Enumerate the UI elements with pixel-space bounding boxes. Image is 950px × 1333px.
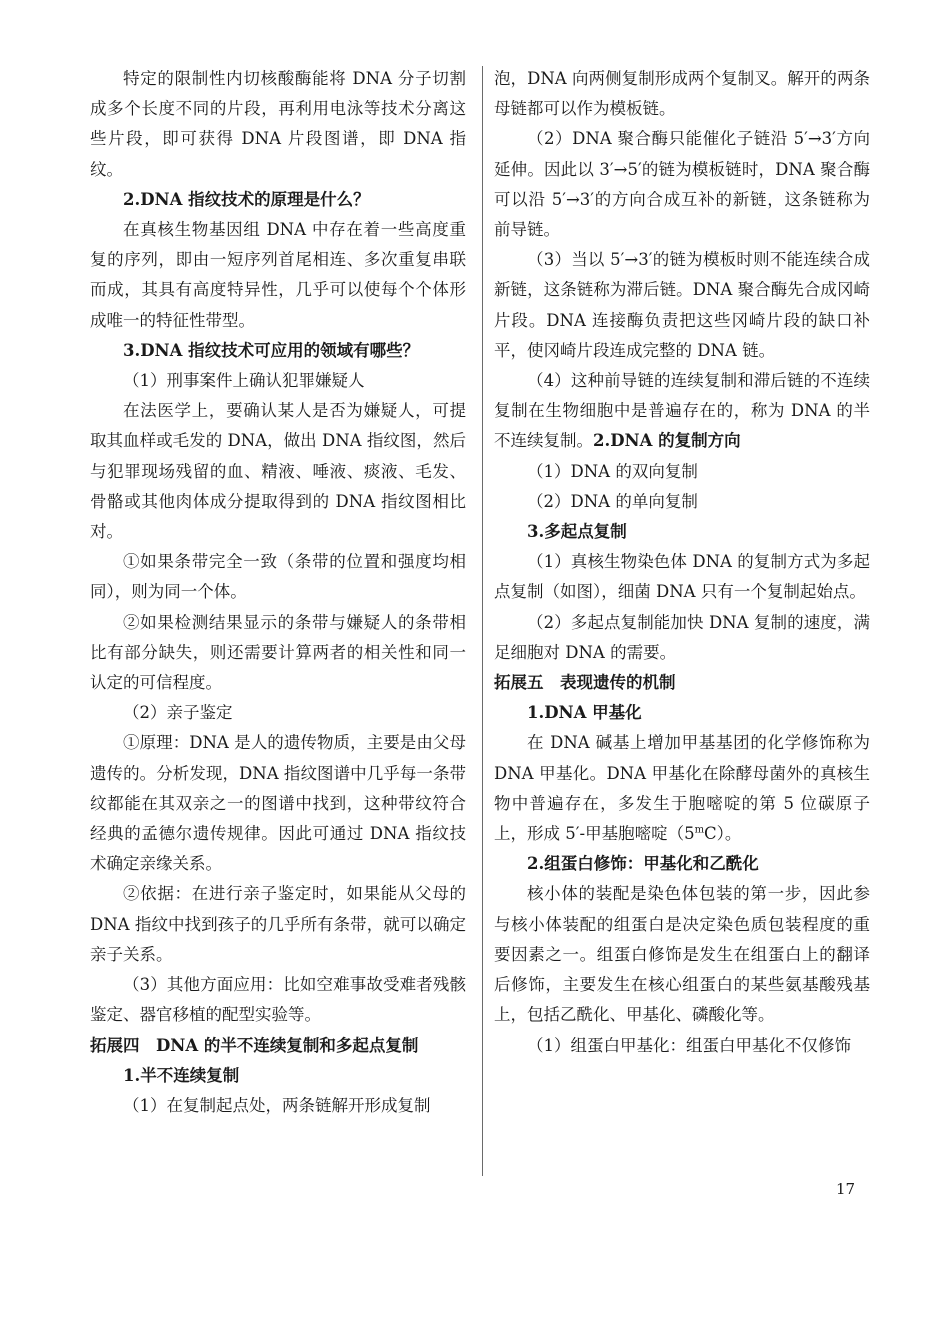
page-number: 17 <box>836 1180 856 1198</box>
section-heading: 拓展五 表现遗传的机制 <box>494 673 676 693</box>
sub-section-heading: 3.多起点复制 <box>527 522 627 542</box>
question-heading: 2.DNA 指纹技术的原理是什么？ <box>123 189 370 209</box>
subheading: （1）DNA 的双向复制 <box>527 461 698 481</box>
paragraph: ①原理：DNA 是人的遗传物质，主要是由父母遗传的。分析发现，DNA 指纹图谱中几乎每一条带纹都能在其双亲之一的图谱中找到，这种带纹符合经典的孟德尔遗传规律。因此可通过 DNA 指纹技术确定亲缘关系。 <box>90 733 466 874</box>
paragraph-text: C）。 <box>704 824 742 844</box>
paragraph: ②依据：在进行亲子鉴定时，如果能从父母的 DNA 指纹中找到孩子的几乎所有条带，就可以确定亲子关系。 <box>90 884 466 964</box>
paragraph-text: 在 DNA 碱基上增加甲基基团的化学修饰称为 DNA 甲基化。DNA 甲基化在除酵母菌外的真核生物中普遍存在，多发生于胞嘧啶的第 5 位碳原子上，形成 5′-甲基胞嘧啶（5 <box>494 733 870 844</box>
subheading: （2）DNA 的单向复制 <box>527 491 698 511</box>
paragraph: （1）真核生物染色体 DNA 的复制方式为多起点复制（如图），细菌 DNA 只有一个复制起始点。 <box>494 552 870 602</box>
paragraph: （2）多起点复制能加快 DNA 复制的速度，满足细胞对 DNA 的需要。 <box>494 612 870 662</box>
section-heading: 拓展四 DNA 的半不连续复制和多起点复制 <box>90 1035 419 1055</box>
sub-section-heading: 1.DNA 甲基化 <box>527 703 642 723</box>
paragraph: 核小体的装配是染色体包装的第一步，因此参与核小体装配的组蛋白是决定染色质包装程度的重要因素之一。组蛋白修饰是发生在组蛋白上的翻译后修饰，主要发生在核心组蛋白的某些氨基酸残基上，包括乙酰化、甲基化、磷酸化等。 <box>494 884 870 1025</box>
superscript: m <box>694 824 705 836</box>
column-divider <box>482 66 483 1176</box>
paragraph: （1）组蛋白甲基化：组蛋白甲基化不仅修饰 <box>527 1035 851 1055</box>
paragraph: （1）在复制起点处，两条链解开形成复制 <box>123 1095 431 1115</box>
paragraph: （3）当以 5′→3′的链为模板时则不能连续合成新链，这条链称为滞后链。DNA 聚合酶先合成冈崎片段。DNA 连接酶负责把这些冈崎片段的缺口补平，使冈崎片段连成完整的 DNA 链。 <box>494 250 870 360</box>
paragraph: 在真核生物基因组 DNA 中存在着一些高度重复的序列，即由一短序列首尾相连、多次重复串联而成，其具有高度特异性，几乎可以使每个个体形成唯一的特征性带型。 <box>90 220 466 330</box>
paragraph: （3）其他方面应用：比如空难事故受难者残骸鉴定、器官移植的配型实验等。 <box>90 975 466 1025</box>
subheading: （2）亲子鉴定 <box>123 703 233 723</box>
paragraph: ①如果条带完全一致（条带的位置和强度均相同），则为同一个体。 <box>90 552 466 602</box>
left-column <box>90 64 466 1121</box>
paragraph: 在法医学上，要确认某人是否为嫌疑人，可提取其血样或毛发的 DNA，做出 DNA 指纹图，然后与犯罪现场残留的血、精液、唾液、痰液、毛发、骨骼或其他肉体成分提取得到的 DNA 指纹图相比对。 <box>90 401 466 542</box>
sub-section-heading: 2.组蛋白修饰：甲基化和乙酰化 <box>527 854 759 874</box>
sub-section-heading: 1.半不连续复制 <box>123 1065 240 1085</box>
subheading: （1）刑事案件上确认犯罪嫌疑人 <box>123 371 365 391</box>
paragraph <box>494 728 870 849</box>
paragraph <box>494 366 870 457</box>
paragraph: 泡，DNA 向两侧复制形成两个复制叉。解开的两条母链都可以作为模板链。 <box>494 69 870 119</box>
paragraph: （2）DNA 聚合酶只能催化子链沿 5′→3′方向延伸。因此以 3′→5′的链为模板链时，DNA 聚合酶可以沿 5′→3′的方向合成互补的新链，这条链称为前导链。 <box>494 129 870 240</box>
paragraph: ②如果检测结果显示的条带与嫌疑人的条带相比有部分缺失，则还需要计算两者的相关性和同一认定的可信程度。 <box>90 612 466 693</box>
right-column <box>494 64 870 1061</box>
paragraph: 特定的限制性内切核酸酶能将 DNA 分子切割成多个长度不同的片段，再利用电泳等技术分离这些片段，即可获得 DNA 片段图谱，即 DNA 指纹。 <box>90 69 466 179</box>
paragraph-text: （4）这种前导链的连续复制和滞后链的不连续复制在生物细胞中是普遍存在的，称为 DNA 的半不连续复制。 <box>494 371 870 451</box>
sub-section-heading: 2.DNA 的复制方向 <box>593 431 741 451</box>
question-heading: 3.DNA 指纹技术可应用的领域有哪些？ <box>123 340 420 360</box>
